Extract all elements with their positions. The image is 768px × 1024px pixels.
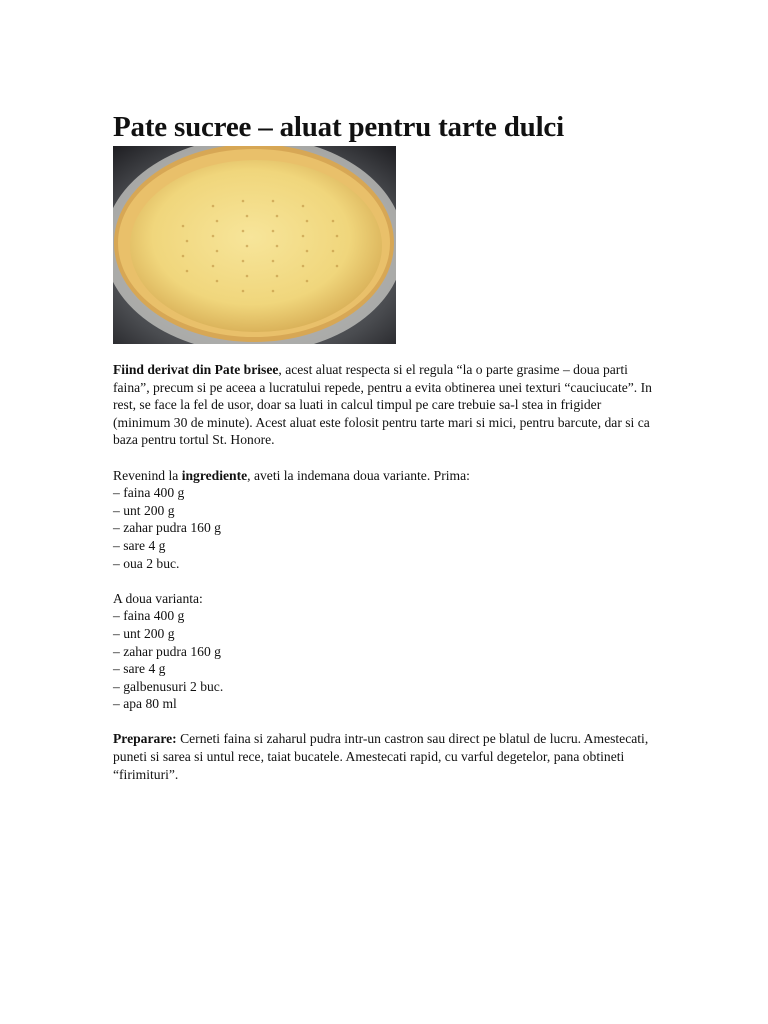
tart-crust-photo [113,146,396,344]
variant1-list [113,484,658,572]
list-item: – sare 4 g [113,537,166,553]
ingredients-intro-pre: Revenind la [113,467,182,483]
list-item: – zahar pudra 160 g [113,643,221,659]
ingredients-keyword: ingrediente [181,467,248,483]
list-item: – sare 4 g [113,661,166,677]
preparation-paragraph [113,730,658,783]
list-item: – apa 80 ml [113,696,177,712]
list-item: – galbenusuri 2 buc. [113,678,224,694]
list-item: – unt 200 g [113,625,175,641]
intro-lead-bold: Fiind derivat din Pate brisee [113,362,279,377]
variant2-heading: A doua varianta: [113,590,203,606]
variant2-list [113,607,658,713]
page-title: Pate sucree – aluat pentru tarte dulci [113,111,564,144]
preparation-label: Preparare: [113,731,177,747]
ingredients-intro-post: , aveti la indemana doua variante. Prima: [247,467,470,483]
intro-paragraph [113,361,658,449]
list-item: – unt 200 g [113,502,175,518]
preparation-text: Cerneti faina si zaharul pudra intr-un castron sau direct pe blatul de lucru. Amestecati, puneti si sarea si untul rece, taiat bucatele. Amestecati rapid, cu varful degetelor, pana obtineti “firimituri”. [113,731,649,782]
article-body [113,361,658,783]
list-item: – zahar pudra 160 g [113,520,221,536]
intro-text: , acest aluat respecta si el regula “la o parte grasime – doua parti faina”, precum si pe aceea a lucratului repede, pentru a evita obtinerea unei texturi “cauciucate”. In rest, se face la fel de usor, doar sa luati in calcul timpul pe care trebuie sa-l stea in frigider (minimum 30 de minute). Acest aluat este folosit pentru tarte mari si mici, pentru barcute, dar si ca baza pentru tortul St. Honore. [113,362,652,448]
list-item: – oua 2 buc. [113,555,180,571]
ingredients-intro [113,467,658,485]
list-item: – faina 400 g [113,608,185,624]
list-item: – faina 400 g [113,485,185,501]
